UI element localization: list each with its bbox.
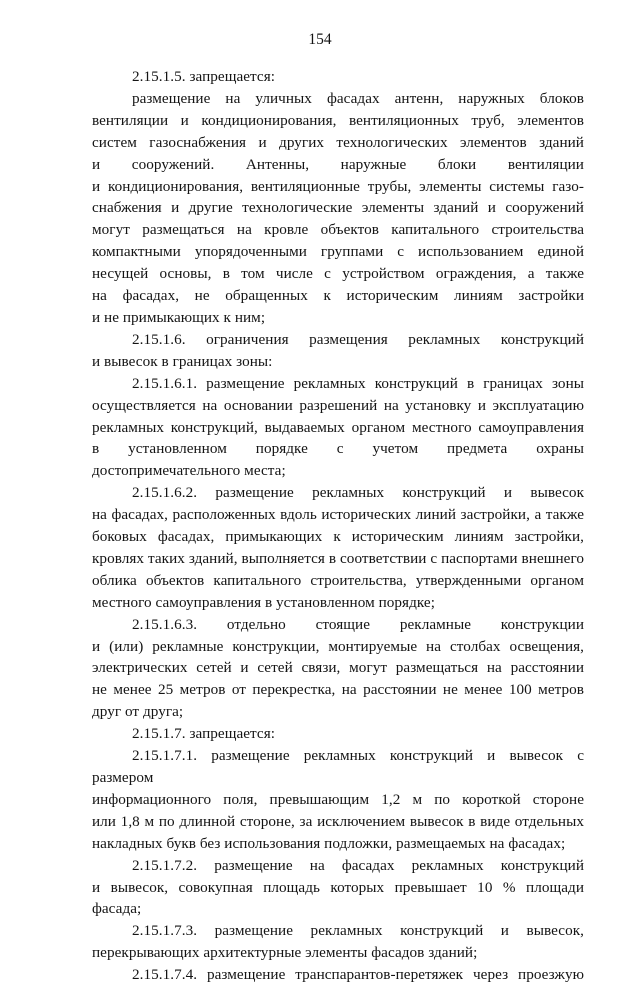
paragraph [92,964,584,986]
paragraph [92,482,584,613]
paragraph [92,329,584,373]
page-number: 154 [308,31,332,48]
paragraph-line: в установленном порядке с учетом предмета охраны [92,440,584,458]
paragraph-line: и не примыкающих к ним; [92,308,266,326]
paragraph-line: или 1,8 м по длинной стороне, за исключением вывесок в виде отдельных [92,812,584,830]
paragraph-line: облика объектов капитального строительства, утвержденными органом [92,571,584,589]
paragraph-line: и кондиционирования, вентиляционные трубы, элементы системы газо- [92,177,584,195]
paragraph [92,723,584,745]
paragraph [92,855,584,921]
paragraph-line: и вывесок, совокупная площадь которых превышает 10 % площади фасада; [92,878,584,918]
paragraph-line: и вывесок в границах зоны: [92,352,273,370]
paragraph [92,920,584,964]
paragraph-line: 2.15.1.7.4. размещение транспарантов-перетяжек через проезжую [132,966,584,984]
paragraph [92,745,584,855]
paragraph [92,66,584,88]
paragraph-line: информационного поля, превышающим 1,2 м по короткой стороне [92,790,584,808]
paragraph-line: и (или) рекламные конструкции, монтируемые на столбах освещения, [92,637,584,655]
paragraph-line: 2.15.1.6.1. размещение рекламных конструкций в границах зоны [132,374,584,392]
paragraph-line: и сооружений. Антенны, наружные блоки вентиляции [92,155,584,173]
paragraph [92,88,584,329]
paragraph-line: 2.15.1.6.2. размещение рекламных конструкций и вывесок [132,484,584,502]
paragraph-line: размещение на уличных фасадах антенн, наружных блоков [132,89,584,107]
paragraph-line: достопримечательного места; [92,462,286,480]
paragraph-line: на фасадах, не обращенных к историческим линиям застройки [92,287,584,305]
paragraph-line: друг от друга; [92,703,184,721]
paragraph-line: рекламных конструкций, выдаваемых органом местного самоуправления [92,418,584,436]
paragraph-line: перекрывающих архитектурные элементы фасадов зданий; [92,944,478,962]
paragraph-line: осуществляется на основании разрешений на установку и эксплуатацию [92,396,584,414]
paragraph-line: боковых фасадах, примыкающих к историческим линиям застройки, [92,528,584,546]
paragraph-line: снабжения и другие технологические элементы зданий и сооружений [92,199,584,217]
paragraph-line: электрических сетей и сетей связи, могут размещаться на расстоянии [92,659,584,677]
paragraph-line: не менее 25 метров от перекрестка, на расстоянии не менее 100 метров [92,681,584,699]
paragraph-line: вентиляции и кондиционирования, вентиляционных труб, элементов [92,111,584,129]
paragraph-line: кровлях таких зданий, выполняется в соответствии с паспортами внешнего [92,549,584,567]
paragraph-line: 2.15.1.5. запрещается: [132,68,276,85]
paragraph-line: систем газоснабжения и других технологических элементов зданий [92,133,584,151]
paragraph-line: 2.15.1.7.1. размещение рекламных конструкций и вывесок с размером [92,747,584,786]
paragraph-line: 2.15.1.7. запрещается: [132,725,276,743]
document-body [92,66,584,986]
paragraph-line: могут размещаться на кровле объектов капитального строительства [92,221,584,239]
paragraph-line: несущей основы, в том числе с устройством ограждения, а также [92,265,584,283]
paragraph-line: накладных букв без использования подложки, размещаемых на фасадах; [92,834,566,852]
paragraph-line: местного самоуправления в установленном порядке; [92,593,435,611]
paragraph [92,373,584,483]
paragraph-line: на фасадах, расположенных вдоль исторических линий застройки, а также [92,506,584,524]
paragraph-line: 2.15.1.7.2. размещение на фасадах рекламных конструкций [132,856,584,874]
paragraph-line: 2.15.1.6.3. отдельно стоящие рекламные конструкции [132,615,584,633]
paragraph-line: компактными упорядоченными группами с использованием единой [92,243,584,261]
paragraph-line: 2.15.1.7.3. размещение рекламных конструкций и вывесок, [132,922,584,940]
paragraph-line: 2.15.1.6. ограничения размещения рекламных конструкций [132,330,584,348]
paragraph [92,614,584,724]
